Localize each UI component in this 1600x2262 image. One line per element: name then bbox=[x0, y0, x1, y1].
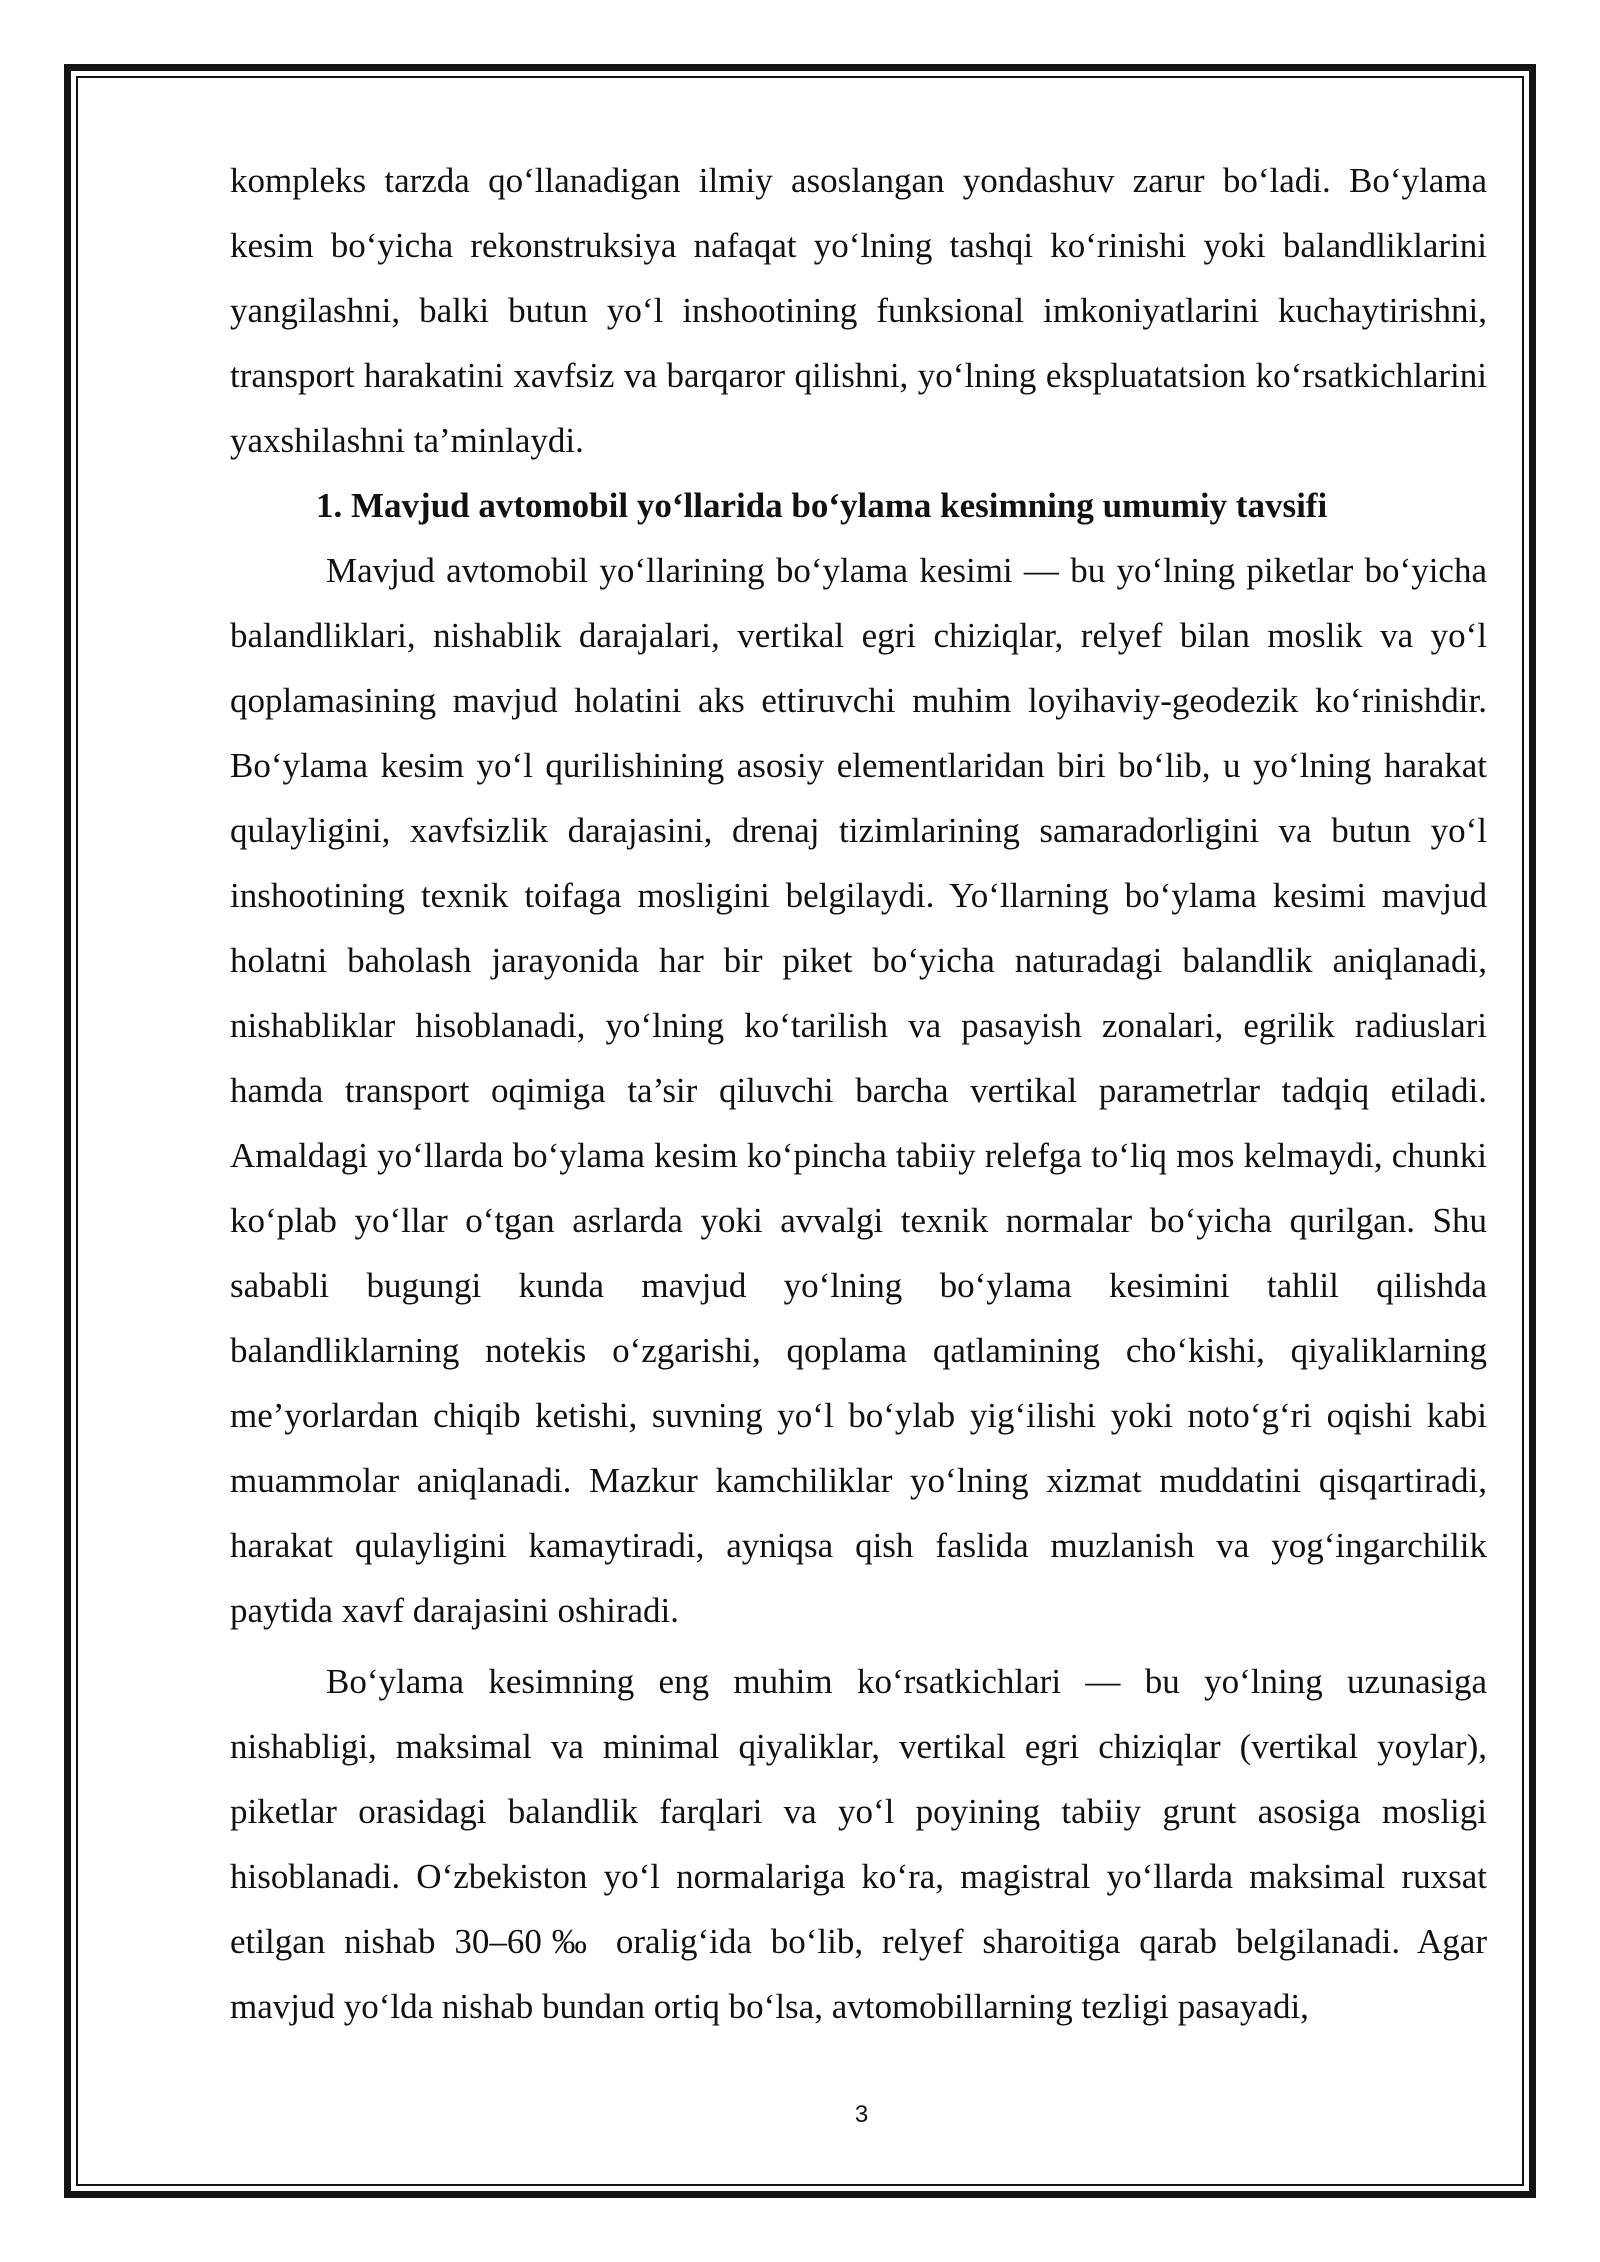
body-paragraph: kompleks tarzda qo‘llanadigan ilmiy asoslangan yondashuv zarur bo‘ladi. Bo‘ylama kesim bo‘yicha rekonstruksiya nafaqat yo‘lning tashqi ko‘rinishi yoki balandliklarini yangilashni, balki butun yo‘l inshootining funksional imkoniyatlarini kuchaytirishni, transport harakatini xavfsiz va barqaror qilishni, yo‘lning ekspluatatsion ko‘rsatkichlarini yaxshilashni ta’minlaydi. bbox=[230, 161, 1487, 460]
body-paragraph: Mavjud avtomobil yo‘llarining bo‘ylama kesimi — bu yo‘lning piketlar bo‘yicha balandliklari, nishablik darajalari, vertikal egri chiziqlar, relyef bilan moslik va yo‘l qoplamasining mavjud holatini aks ettiruvchi muhim loyihaviy-geodezik ko‘rinishdir. Bo‘ylama kesim yo‘l qurilishining asosiy elementlaridan biri bo‘lib, u yo‘lning harakat qulayligini, xavfsizlik darajasini, drenaj tizimlarining samaradorligini va butun yo‘l inshootining texnik toifaga mosligini belgilaydi. Yo‘llarning bo‘ylama kesimi mavjud holatni baholash jarayonida har bir piket bo‘yicha naturadagi balandlik aniqlanadi, nishabliklar hisoblanadi, yo‘lning ko‘tarilish va pasayish zonalari, egrilik radiuslari hamda transport oqimiga ta’sir qiluvchi barcha vertikal parametrlar tadqiq etiladi. Amaldagi yo‘llarda bo‘ylama kesim ko‘pincha tabiiy relefga to‘liq mos kelmaydi, chunki ko‘plab yo‘llar o‘tgan asrlarda yoki avvalgi texnik normalar bo‘yicha qurilgan. Shu sababli bugungi kunda mavjud yo‘lning bo‘ylama kesimini tahlil qilishda balandliklarning notekis o‘zgarishi, qoplama qatlamining cho‘kishi, qiyaliklarning me’yorlardan chiqib ketishi, suvning yo‘l bo‘ylab yig‘ilishi yoki noto‘g‘ri oqishi kabi muammolar aniqlanadi. Mazkur kamchiliklar yo‘lning xizmat muddatini qisqartiradi, harakat qulayligini kamaytiradi, ayniqsa qish faslida muzlanish va yog‘ingarchilik paytida xavf darajasini oshiradi. bbox=[230, 551, 1487, 1630]
page-number: 3 bbox=[854, 2101, 869, 2128]
section-heading: 1. Mavjud avtomobil yo‘llarida bo‘ylama kesimning umumiy tavsifi bbox=[316, 486, 1328, 525]
page-content bbox=[230, 148, 1487, 2039]
body-paragraph: Bo‘ylama kesimning eng muhim ko‘rsatkichlari — bu yo‘lning uzunasiga nishabligi, maksimal va minimal qiyaliklar, vertikal egri chiziqlar (vertikal yoylar), piketlar orasidagi balandlik farqlari va yo‘l poyining tabiiy grunt asosiga mosligi hisoblanadi. O‘zbekiston yo‘l normalariga ko‘ra, magistral yo‘llarda maksimal ruxsat etilgan nishab 30–60‰ oralig‘ida bo‘lib, relyef sharoitiga qarab belgilanadi. Agar mavjud yo‘lda nishab bundan ortiq bo‘lsa, avtomobillarning tezligi pasayadi, bbox=[230, 1662, 1487, 2026]
